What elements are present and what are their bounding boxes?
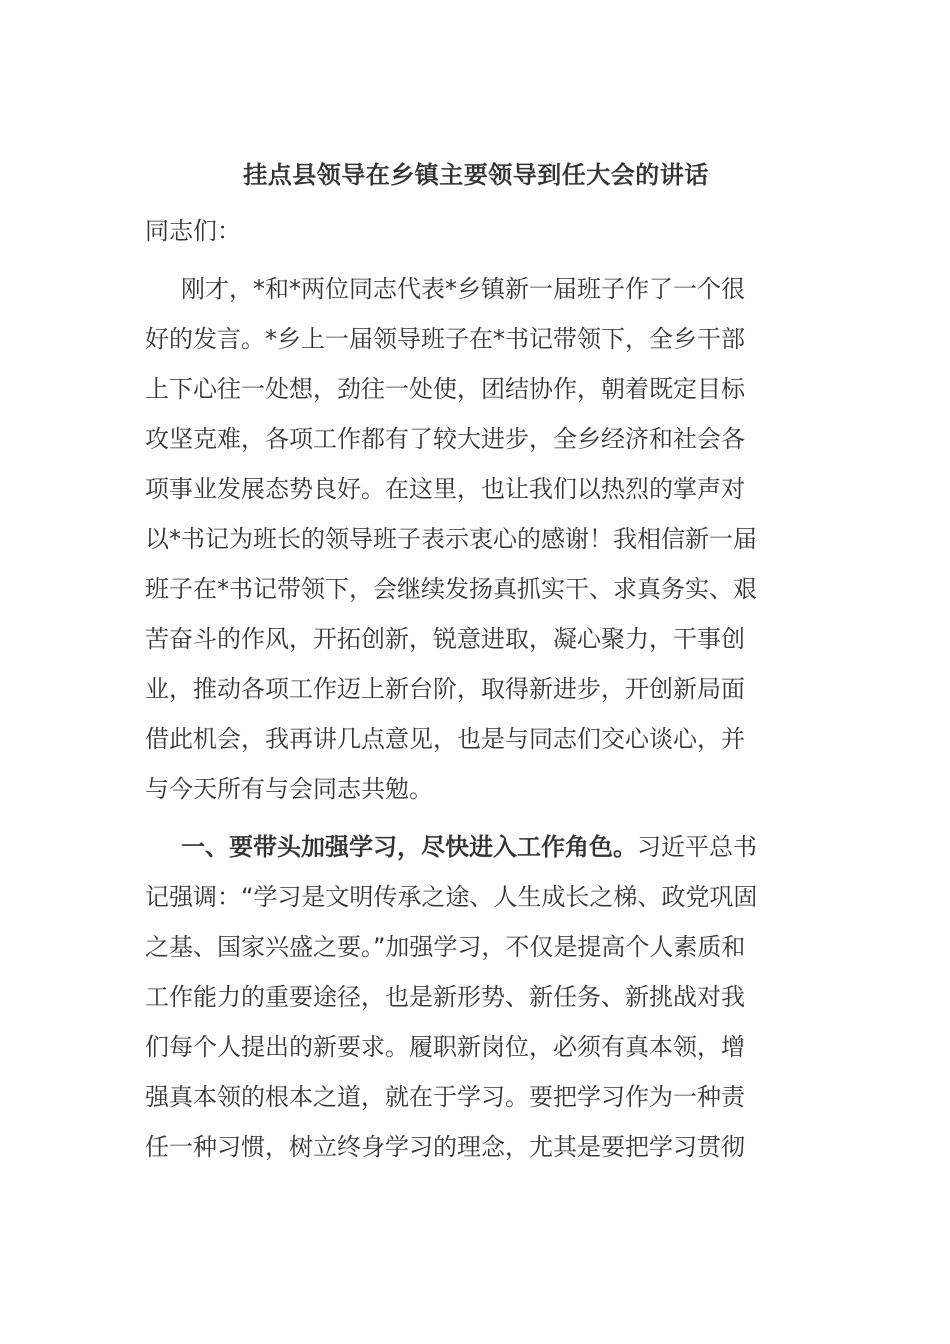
document-title: 挂点县领导在乡镇主要领导到任大会的讲话	[243, 161, 709, 189]
paragraph-line: 任一种习惯，树立终身学习的理念，尤其是要把学习贯彻	[145, 1133, 745, 1161]
paragraph-line: 好的发言。*乡上一届领导班子在*书记带领下，全乡干部	[145, 325, 745, 353]
section-heading: 一、要带头加强学习，尽快进入工作角色。	[181, 833, 637, 861]
paragraph-line: 与今天所有与会同志共勉。	[145, 775, 433, 803]
paragraph-line: 借此机会，我再讲几点意见，也是与同志们交心谈心，并	[145, 725, 745, 753]
paragraph-line: 们每个人提出的新要求。履职新岗位，必须有真本领，增	[145, 1033, 745, 1061]
paragraph-line: 苦奋斗的作风，开拓创新，锐意进取，凝心聚力，干事创	[145, 625, 745, 653]
paragraph-first-line	[145, 822, 807, 872]
paragraph-line: 记强调：“学习是文明传承之途、人生成长之梯、政党巩固	[145, 883, 758, 911]
paragraph-line: 攻坚克难，各项工作都有了较大进步，全乡经济和社会各	[145, 425, 745, 453]
paragraph-line: 项事业发展态势良好。在这里，也让我们以热烈的掌声对	[145, 475, 745, 503]
paragraph-line: 以*书记为班长的领导班子表示衷心的感谢！我相信新一届	[145, 525, 757, 553]
paragraph-1	[145, 264, 807, 814]
paragraph-line: 之基、国家兴盛之要。”加强学习，不仅是提高个人素质和	[145, 933, 746, 961]
paragraph-line: 业，推动各项工作迈上新台阶，取得新进步，开创新局面	[145, 675, 745, 703]
paragraph-2	[145, 822, 807, 1172]
paragraph-line: 工作能力的重要途径，也是新形势、新任务、新挑战对我	[145, 983, 745, 1011]
paragraph-line: 强真本领的根本之道，就在于学习。要把学习作为一种责	[145, 1083, 745, 1111]
paragraph-line: 上下心往一处想，劲往一处使，团结协作，朝着既定目标	[145, 375, 745, 403]
salutation: 同志们：	[145, 217, 241, 245]
paragraph-line-rest: 习近平总书	[637, 833, 757, 861]
paragraph-line: 刚才，*和*两位同志代表*乡镇新一届班子作了一个很	[181, 275, 745, 303]
document-page	[145, 150, 807, 1172]
paragraph-line: 班子在*书记带领下，会继续发扬真抓实干、求真务实、艰	[145, 575, 757, 603]
